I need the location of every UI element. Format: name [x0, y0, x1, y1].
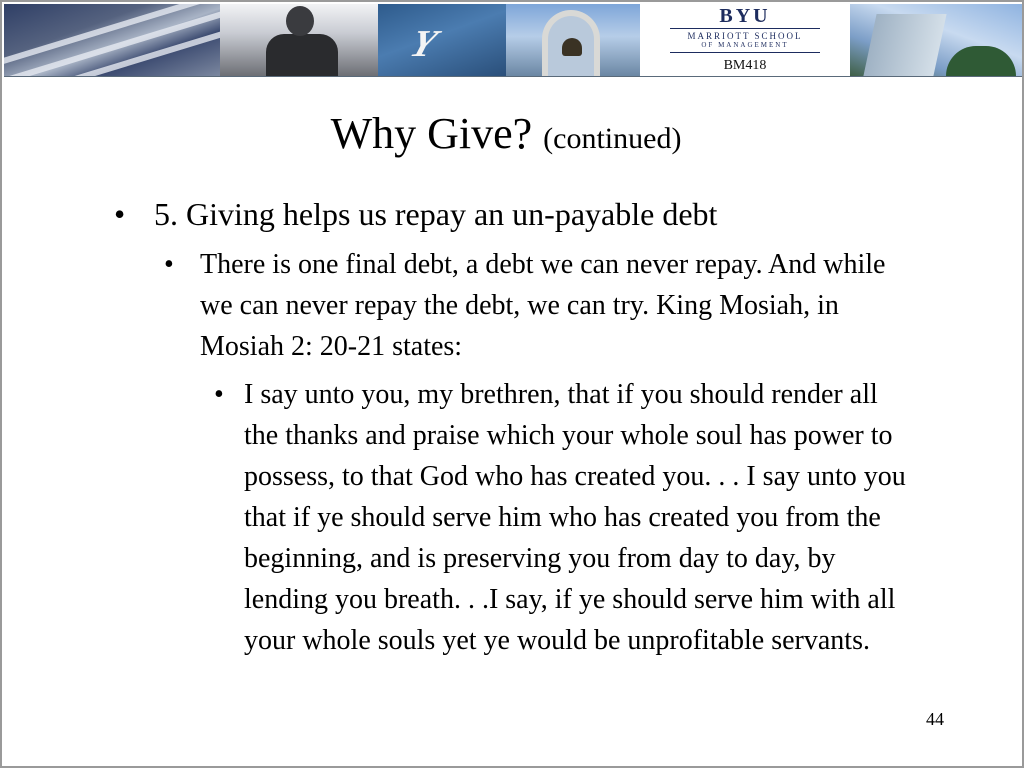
- byu-marriott-logo: BYU MARRIOTT SCHOOL OF MANAGEMENT BM418: [640, 4, 850, 76]
- slide-number: 44: [926, 709, 944, 729]
- bullet-level3-text: I say unto you, my brethren, that if you should render all the thanks and praise which your whole soul has power to possess, to that God who has created you. . . I say unto you that if ye should serve him who has created you from the beginning, and is preserving you from day to day, by lending you breath. . .I say, if ye should serve him with all your whole souls yet ye would be unprofitable servants.: [244, 379, 906, 656]
- banner-photo-building: [850, 4, 1022, 76]
- bullet-level1-text: 5. Giving helps us repay an un-payable debt: [154, 196, 718, 232]
- course-code: BM418: [723, 58, 767, 73]
- slide-title: [2, 106, 1010, 167]
- banner-photo-architecture: [4, 4, 220, 76]
- bullet-level2: [164, 244, 924, 367]
- slide-title-suffix: (continued): [543, 122, 682, 155]
- bullet-level1: [114, 192, 974, 236]
- bullet-level3-quote: [214, 374, 914, 661]
- header-banner: [4, 4, 1022, 77]
- bullet-level2-text: There is one final debt, a debt we can never repay. And while we can never repay the debt, we can try. King Mosiah, in Mosiah 2: 20-21 states:: [200, 249, 886, 362]
- banner-photo-statue: [220, 4, 378, 76]
- bell-icon: [562, 38, 582, 56]
- banner-photo-bell-tower: [506, 4, 640, 76]
- bullet-marker: •: [164, 249, 174, 280]
- slide-title-main: Why Give?: [330, 109, 533, 158]
- banner-photo-y-mountain: Y: [378, 4, 506, 76]
- bullet-marker: •: [214, 379, 224, 410]
- bullet-marker: •: [114, 196, 126, 232]
